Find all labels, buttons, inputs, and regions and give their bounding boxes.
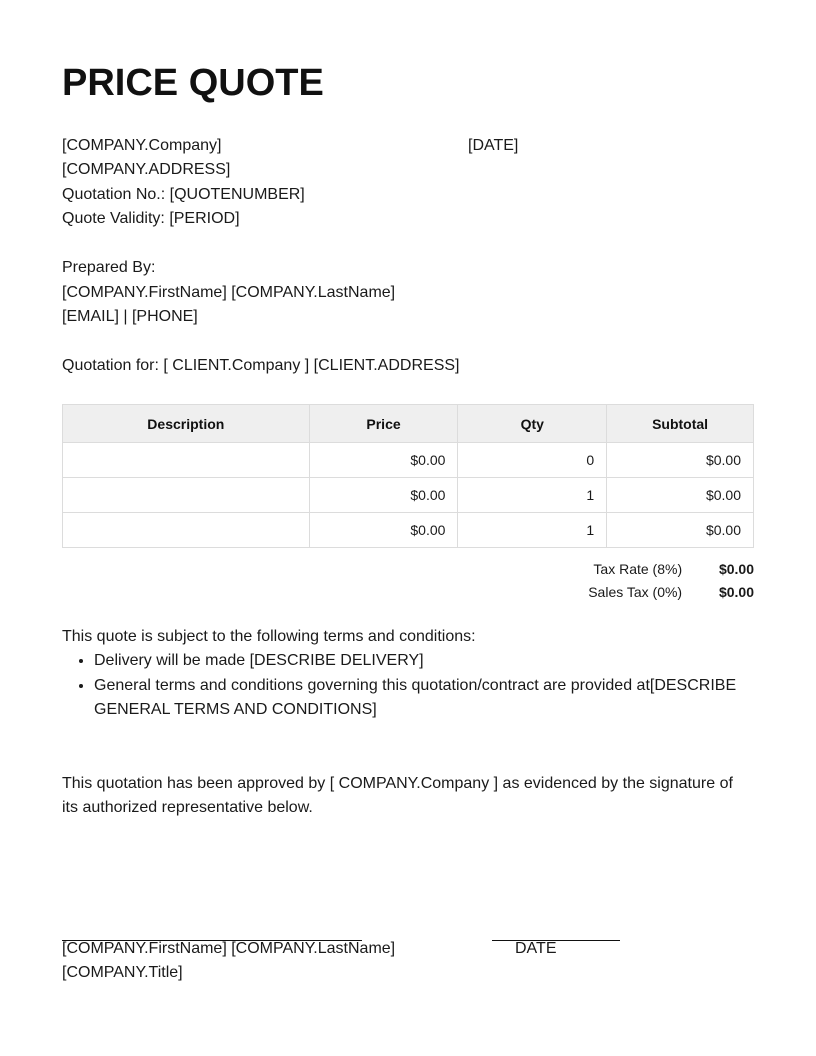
list-item: • General terms and conditions governing this quotation/contract are provided at[DESCRIBE GENERAL TERMS AND CONDITIONS] (94, 674, 784, 722)
cell-description (63, 478, 310, 513)
signatory-title: [COMPANY.Title] (62, 964, 183, 981)
column-header-description: Description (63, 405, 310, 443)
list-item: • Delivery will be made [DESCRIBE DELIVERY] (94, 649, 784, 673)
cell-subtotal: $0.00 (607, 513, 754, 548)
approval-statement: This quotation has been approved by [ COMPANY.Company ] as evidenced by the signature of its authorized representative below. (62, 775, 733, 816)
tax-rate-value: $0.00 (718, 561, 754, 577)
quote-validity: Quote Validity: [PERIOD] (62, 210, 240, 227)
prepared-by-label: Prepared By: (62, 259, 156, 276)
cell-description (63, 443, 310, 478)
tax-rate-row (532, 561, 754, 577)
cell-price: $0.00 (309, 443, 458, 478)
quotation-number: Quotation No.: [QUOTENUMBER] (62, 186, 305, 203)
signatory-name: [COMPANY.FirstName] [COMPANY.LastName] (62, 940, 396, 957)
terms-list (62, 649, 784, 723)
cell-qty: 1 (458, 478, 607, 513)
tax-rate-label: Tax Rate (8%) (593, 561, 683, 577)
column-header-subtotal: Subtotal (607, 405, 754, 443)
cell-price: $0.00 (309, 513, 458, 548)
cell-qty: 0 (458, 443, 607, 478)
signature-date-label: DATE (515, 940, 557, 957)
cell-description (63, 513, 310, 548)
company-name: [COMPANY.Company] (62, 137, 222, 154)
quote-date: [DATE] (468, 137, 519, 154)
sales-tax-value: $0.00 (718, 584, 754, 600)
sales-tax-row (532, 584, 754, 600)
cell-subtotal: $0.00 (607, 478, 754, 513)
line-items-table (62, 404, 754, 548)
table-row (63, 513, 754, 548)
prepared-by-name: [COMPANY.FirstName] [COMPANY.LastName] (62, 284, 396, 301)
column-header-price: Price (309, 405, 458, 443)
cell-subtotal: $0.00 (607, 443, 754, 478)
table-header-row (63, 405, 754, 443)
table-row (63, 443, 754, 478)
sales-tax-label: Sales Tax (0%) (588, 584, 683, 600)
column-header-qty: Qty (458, 405, 607, 443)
contact-info: [EMAIL] | [PHONE] (62, 308, 198, 325)
quotation-for: Quotation for: [ CLIENT.Company ] [CLIENT.ADDRESS] (62, 357, 460, 374)
table-row (63, 478, 754, 513)
cell-qty: 1 (458, 513, 607, 548)
company-address: [COMPANY.ADDRESS] (62, 161, 231, 178)
document-title: PRICE QUOTE (62, 62, 324, 104)
cell-price: $0.00 (309, 478, 458, 513)
terms-intro: This quote is subject to the following terms and conditions: (62, 628, 476, 645)
